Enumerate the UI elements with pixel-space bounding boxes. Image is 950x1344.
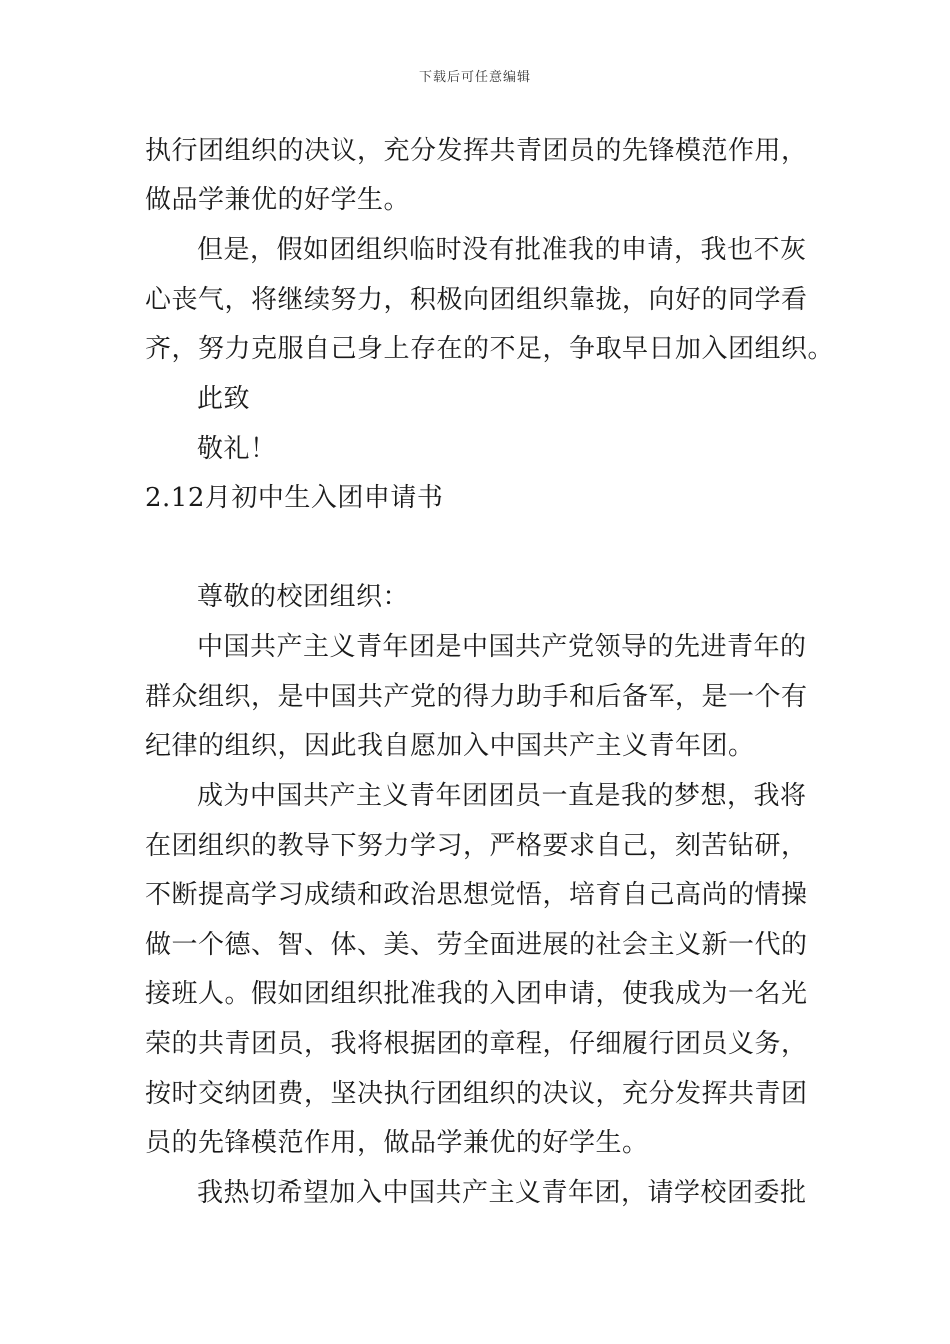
text-line: 在团组织的教导下努力学习，严格要求自己，刻苦钻研， bbox=[145, 831, 808, 861]
text-line: 中国共产主义青年团是中国共产党领导的先进青年的 bbox=[197, 632, 807, 662]
text-line: 成为中国共产主义青年团团员一直是我的梦想，我将 bbox=[197, 781, 807, 811]
section-heading: 2.12月初中生入团申请书 bbox=[145, 483, 444, 513]
text-line: 不断提高学习成绩和政治思想觉悟，培育自己高尚的情操 bbox=[145, 880, 808, 910]
text-line: 按时交纳团费，坚决执行团组织的决议，充分发挥共青团 bbox=[145, 1079, 808, 1109]
text-line: 此致 bbox=[197, 384, 251, 414]
text-line: 群众组织，是中国共产党的得力助手和后备军，是一个有 bbox=[145, 682, 808, 712]
text-line: 但是，假如团组织临时没有批准我的申请，我也不灰 bbox=[197, 235, 807, 265]
text-line: 执行团组织的决议，充分发挥共青团员的先锋模范作用， bbox=[145, 136, 808, 166]
header-note: 下载后可任意编辑 bbox=[418, 70, 531, 85]
text-line: 我热切希望加入中国共产主义青年团，请学校团委批 bbox=[197, 1178, 807, 1208]
text-line: 荣的共青团员，我将根据团的章程，仔细履行团员义务， bbox=[145, 1029, 808, 1059]
text-line: 员的先锋模范作用，做品学兼优的好学生。 bbox=[145, 1128, 649, 1158]
text-line: 纪律的组织，因此我自愿加入中国共产主义青年团。 bbox=[145, 731, 755, 761]
text-line: 敬礼！ bbox=[197, 434, 277, 464]
text-line: 做品学兼优的好学生。 bbox=[145, 185, 411, 215]
text-line: 心丧气，将继续努力，积极向团组织靠拢，向好的同学看 bbox=[145, 285, 808, 315]
salutation: 尊敬的校团组织： bbox=[197, 582, 410, 612]
text-line: 接班人。假如团组织批准我的入团申请，使我成为一名光 bbox=[145, 979, 808, 1009]
text-line: 做一个德、智、体、美、劳全面进展的社会主义新一代的 bbox=[145, 930, 808, 960]
text-line: 齐，努力克服自己身上存在的不足，争取早日加入团组织。 bbox=[145, 334, 835, 364]
